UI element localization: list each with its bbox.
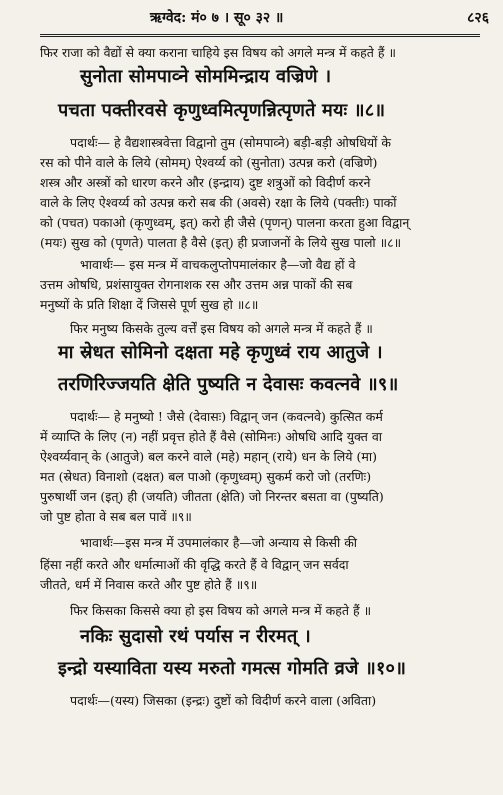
padartha-line: को (पचत) पकाओ (कृणुध्वम्, इत्) करो ही जैसे (पृणन्) पालना करता हुआ विद्वान् — [40, 215, 410, 230]
intro-line: फिर राजा को वैद्यों से क्या कराना चाहिये इस विषय को अगले मन्त्र में कहते हैं ॥ — [40, 45, 396, 60]
padartha-line: रस को पीने वाले के लिये (सोमम्) ऐश्वर्य्य को (सुनोता) उत्पन्न करो (वज्रिणे) — [40, 155, 378, 170]
padartha-line: वाले के लिए ऐश्वर्य्य को उत्पन्न करो सब की (अवसे) रक्षा के लिये (पक्तीः) पाकों — [40, 195, 397, 210]
intro-line: फिर मनुष्य किसके तुल्य वर्त्तें इस विषय को अगले मन्त्र में कहते हैं ॥ — [70, 321, 373, 336]
padartha-line: (मयः) सुख को (पृणते) पालता है वैसे (इत्) ही प्रजाजनों के लिये सुख पालो ॥८॥ — [40, 235, 402, 250]
mantra-line: नकिः सुदासो रथं पर्यास न रीरमत् । — [80, 626, 311, 647]
padartha-line: शस्त्र और अस्त्रों को धारण करने और (इन्द्राय) दुष्ट शत्रुओं को विदीर्ण करने — [40, 175, 371, 190]
padartha-line: पदार्थः— हे वैद्यशास्त्रवेत्ता विद्वानो तुम (सोमपाव्ने) बड़ी-बड़ी ओषधियों के — [70, 135, 391, 150]
bhavartha-line: मनुष्यों के प्रति शिक्षा दें जिससे पूर्ण सुख हो ॥८॥ — [40, 297, 259, 312]
mantra-line: सुनोता सोमपाव्ने सोममिन्द्राय वज्रिणे । — [80, 66, 332, 87]
mantra-line: मा स्रेधत सोमिनो दक्षता महे कृणुध्वं राय आतुजे । — [58, 342, 383, 363]
mantra-line: तरणिरिज्जयति क्षेति पुष्यति न देवासः कवत्नवे ॥९॥ — [58, 374, 399, 395]
running-title: ऋग्वेद: मं० ७ । सू० ३२ ॥ — [150, 10, 284, 26]
mantra-line: इन्द्रो यस्याविता यस्य मरुतो गमत्स गोमति व्रजे ॥१०॥ — [58, 658, 407, 679]
bhavartha-line: उत्तम ओषधि, प्रशंसायुक्त रोगनाशक रस और उत्तम अन्न पाकों की सब — [40, 277, 353, 292]
page-number: ८२६ — [467, 10, 489, 26]
bhavartha-line: भावार्थः— इस मन्त्र में वाचकलुप्तोपमालंकार है—जो वैद्य हों वे — [80, 257, 356, 272]
padartha-line: पदार्थः—(यस्य) जिसका (इन्द्रः) दुष्टों को विदीर्ण करने वाला (अविता) — [70, 693, 377, 708]
padartha-line: पदार्थः— हे मनुष्यो ! जैसे (देवासः) विद्वान् जन (कवत्नवे) कुत्सित कर्म — [70, 409, 383, 424]
intro-line: फिर किसका किससे क्या हो इस विषय को अगले मन्त्र में कहते हैं ॥ — [70, 603, 372, 618]
bhavartha-line: भावार्थः—इस मन्त्र में उपमालंकार है—जो अन्याय से किसी की — [80, 535, 358, 550]
bhavartha-line: जीतते, धर्म में निवास करते और पुष्ट होते हैं ॥९॥ — [40, 577, 258, 592]
bhavartha-line: हिंसा नहीं करते और धर्मात्माओं की वृद्धि करते हैं वे विद्वान् जन सर्वदा — [40, 557, 349, 572]
padartha-line: जो पुष्ट होता वे सब बल पावें ॥९॥ — [40, 509, 192, 524]
padartha-line: में व्याप्ति के लिए (न) नहीं प्रवृत्त होते हैं वैसे (सोमिनः) ओषधि आदि युक्त वा — [40, 429, 383, 444]
padartha-line: ऐश्वर्य्यवान् के (आतुजे) बल करने वाले (महे) महान् (राये) धन के लिये (मा) — [40, 449, 377, 464]
header-rule — [40, 34, 480, 37]
page-header — [0, 6, 503, 28]
padartha-line: पुरुषार्थी जन (इत्) ही (जयति) जीतता (क्षेति) जो निरन्तर बसता वा (पुष्यति) — [40, 489, 384, 504]
mantra-line: पचता पक्तीरवसे कृणुध्वमित्पृणन्नित्पृणते मयः ॥८॥ — [58, 100, 386, 121]
padartha-line: मत (स्रेधत) विनाशो (दक्षत) बल पाओ (कृणुध्वम्) सुकर्म करो जो (तरणिः) — [40, 469, 372, 484]
